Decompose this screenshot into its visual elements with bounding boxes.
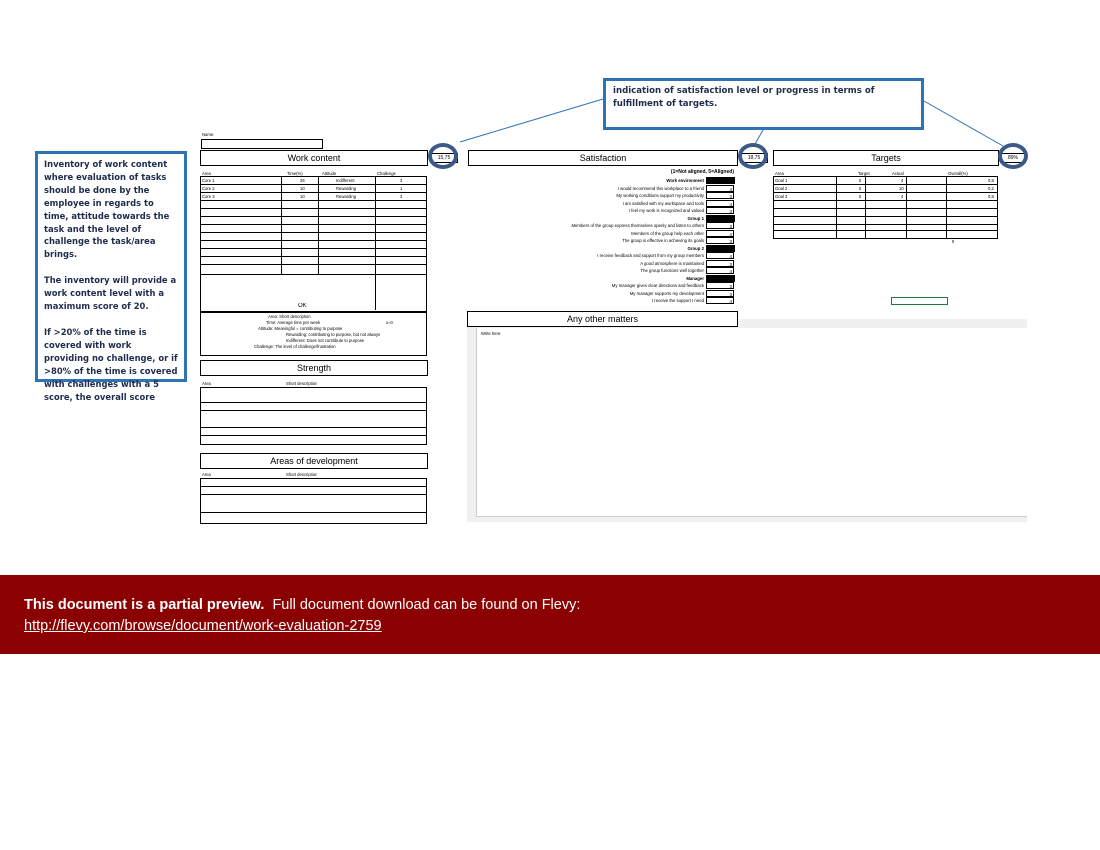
table-cell: 25 — [300, 178, 305, 183]
target-cell: 0,8 — [988, 178, 994, 183]
other-matters-textarea[interactable] — [476, 328, 1027, 517]
work-content-header: Work content — [200, 150, 428, 166]
development-col-area: Area — [202, 472, 211, 477]
satisfaction-section-bar — [706, 177, 735, 184]
col-header-challenge: Challenge — [377, 171, 396, 176]
col-header-area: Area — [202, 171, 211, 176]
table-cell: Rewarding — [336, 194, 357, 199]
note-line: Area: Short description — [268, 314, 311, 319]
col-header-time: Time(%) — [287, 171, 303, 176]
satisfaction-question: A good atmosphere is maintained — [640, 260, 704, 266]
satisfaction-score-input[interactable]: 3 — [706, 260, 734, 267]
satisfaction-section-label: Group 2 — [687, 245, 704, 251]
satisfaction-question: Members of the group help each other — [631, 230, 704, 236]
name-label: Name: — [202, 132, 215, 137]
target-cell: Goal 2 — [775, 186, 788, 191]
callout-paragraph: The inventory will provide a work content level with a maximum score of 20. — [44, 275, 177, 312]
note-line: Challenge: The level of challenge/frustration — [254, 344, 336, 349]
satisfaction-section-label: Work environment — [666, 178, 704, 183]
satisfaction-section-bar — [706, 275, 735, 282]
target-cell: 5 — [859, 178, 862, 183]
table-cell: 3 — [400, 178, 403, 183]
table-cell: Core 2 — [202, 186, 215, 191]
target-cell: 5 — [859, 194, 862, 199]
target-cell: 4 — [901, 178, 904, 183]
satisfaction-question: Members of the group express themselves openly and listen to others — [571, 223, 704, 228]
table-cell: Core 3 — [202, 194, 215, 199]
satisfaction-question: My manager gives clear directions and feedback — [611, 283, 704, 288]
satisfaction-score-input[interactable]: 4 — [706, 200, 734, 207]
satisfaction-section-label: Group 1 — [687, 215, 704, 221]
satisfaction-callout — [603, 78, 924, 130]
development-col-description: Short description — [286, 472, 318, 477]
strength-col-description: Short description — [286, 381, 318, 386]
satisfaction-question: My manager supports my development — [629, 290, 704, 296]
targets-col-target: Target — [858, 171, 870, 176]
satisfaction-score-input[interactable]: 4 — [706, 252, 734, 259]
satisfaction-score-input[interactable]: 4 — [706, 297, 734, 304]
name-input[interactable] — [201, 139, 323, 149]
satisfaction-question: I feel my work is recognized and valued — [628, 208, 704, 213]
table-cell: Indifferent — [336, 178, 355, 183]
satisfaction-question: I receive feedback and support from my group members — [597, 253, 704, 258]
target-cell: 5 — [859, 186, 862, 191]
satisfaction-question: My working conditions support my productivity — [616, 193, 704, 198]
strength-table — [200, 387, 427, 445]
satisfaction-score-input[interactable]: 4 — [706, 267, 734, 274]
satisfaction-question: I receive the support I need — [651, 298, 704, 303]
ok-label: OK — [298, 303, 307, 309]
targets-col-overall: Overall(%) — [948, 171, 968, 176]
strength-header: Strength — [200, 360, 428, 376]
other-matters-header: Any other matters — [467, 311, 738, 327]
targets-score: 89% — [1000, 153, 1026, 163]
note-line: Indifferent: Does not contribute to purpose — [286, 338, 365, 343]
table-cell: 10 — [300, 194, 305, 199]
work-content-callout — [35, 151, 187, 402]
satisfaction-score: 18,75 — [740, 153, 768, 163]
satisfaction-score-circle — [738, 143, 768, 169]
target-cell: Goal 3 — [775, 194, 788, 199]
targets-footer-value: 8 — [952, 239, 955, 244]
development-table — [200, 478, 427, 524]
target-cell: 0,8 — [988, 194, 994, 199]
table-cell: 10 — [300, 186, 305, 191]
callout-paragraph: Inventory of work content where evaluation of tasks should be done by the employee in regards to time, attitude towards the task and the level of challenge the task/area brings. — [44, 159, 170, 260]
note-value: x=0 — [386, 320, 393, 325]
satisfaction-score-input[interactable]: 3 — [706, 192, 734, 199]
strength-col-area: Area — [202, 381, 211, 386]
note-line: Rewarding: contributing to purpose, but not always — [286, 332, 381, 337]
table-cell: 3 — [400, 194, 403, 199]
satisfaction-header: Satisfaction — [468, 150, 738, 166]
target-cell: 0,2 — [988, 186, 994, 191]
satisfaction-score-input[interactable]: 3 — [706, 222, 734, 229]
satisfaction-scale-label: (1=Not aligned, 5=Aligned) — [670, 169, 734, 175]
satisfaction-question: I would recommend this workplace to a friend — [617, 185, 704, 191]
development-header: Areas of development — [200, 453, 428, 469]
work-content-score-circle — [428, 143, 458, 169]
note-line: Attitude: Meaningful = contributing to purpose — [258, 326, 343, 331]
banner-link[interactable]: http://flevy.com/browse/document/work-evaluation-2759 — [24, 618, 382, 634]
target-cell: 4 — [901, 194, 904, 199]
selected-cell[interactable] — [891, 297, 948, 305]
satisfaction-score-input[interactable]: 3 — [706, 282, 734, 289]
table-cell: Rewarding — [336, 186, 357, 191]
targets-header: Targets — [773, 150, 999, 166]
target-cell: 10 — [899, 186, 904, 191]
callout-paragraph: If >20% of the time is covered with work providing no challenge, or if >80% of the time is covered with challenges with a 5 score, the overall score — [44, 326, 178, 402]
satisfaction-question: The group functions well together — [640, 268, 704, 273]
targets-col-area: Area — [775, 171, 784, 176]
work-content-table — [200, 176, 427, 312]
table-cell: Core 1 — [202, 178, 215, 183]
satisfaction-score-input[interactable]: 3 — [706, 290, 734, 297]
targets-score-circle — [998, 143, 1028, 169]
satisfaction-section-label: Manager — [686, 275, 704, 281]
satisfaction-score-input[interactable]: 3 — [706, 237, 734, 244]
work-content-score: 15,75 — [430, 153, 458, 163]
table-cell: 1 — [400, 186, 403, 191]
banner-text-line — [24, 597, 580, 613]
preview-banner — [0, 575, 1100, 654]
banner-bold-text: This document is a partial preview. — [24, 597, 265, 613]
satisfaction-question: I am satisfied with my workspace and tools — [622, 200, 704, 206]
satisfaction-score-input[interactable]: 4 — [706, 185, 734, 192]
callout-text: indication of satisfaction level or progress in terms of fulfillment of targets. — [613, 86, 875, 109]
other-matters-label: Write here: — [481, 331, 502, 336]
satisfaction-score-input[interactable]: 3 — [706, 207, 734, 214]
note-line: Time: Average time per week — [266, 320, 320, 325]
col-header-attitude: Attitude — [322, 171, 337, 176]
satisfaction-section-bar — [706, 215, 735, 222]
targets-col-actual: Actual — [892, 171, 904, 176]
banner-text: Full document download can be found on Flevy: — [272, 597, 581, 613]
target-cell: Goal 1 — [775, 178, 788, 183]
satisfaction-score-input[interactable]: 4 — [706, 230, 734, 237]
satisfaction-section-bar — [706, 245, 735, 252]
satisfaction-question: The group is effective in achieving its goals — [622, 238, 704, 243]
